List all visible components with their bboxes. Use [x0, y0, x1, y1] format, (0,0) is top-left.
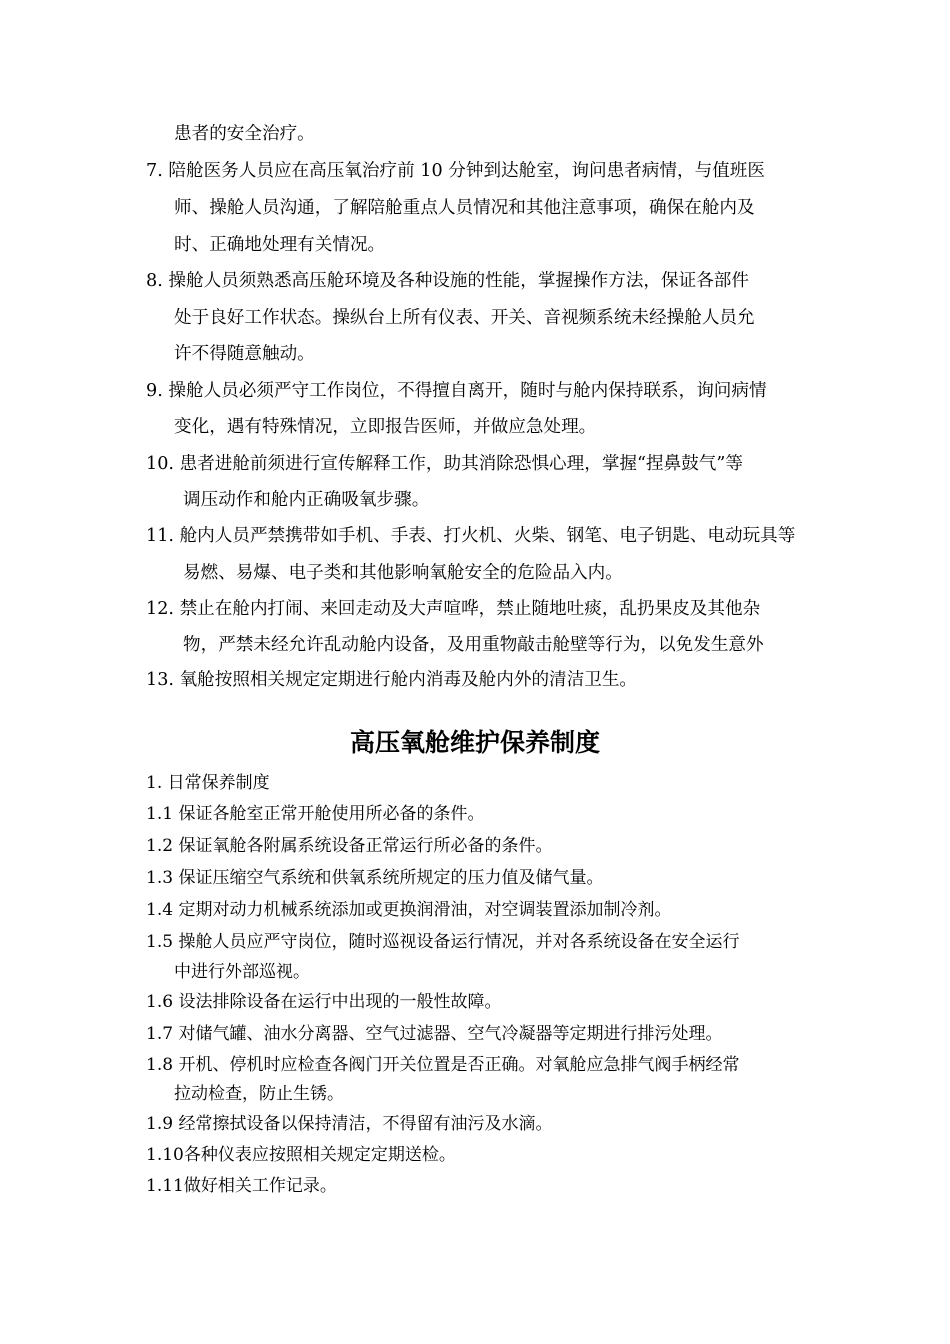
rule-13: 13. 氧舱按照相关规定定期进行舱内消毒及舱内外的清洁卫生。: [146, 670, 638, 690]
rule-6-continuation: 患者的安全治疗。: [174, 124, 315, 144]
rule-7-line-1: 7. 陪舱医务人员应在高压氧治疗前 10 分钟到达舱室，询问患者病情，与值班医: [146, 161, 765, 181]
item-1-2: 1.2 保证氧舱各附属系统设备正常运行所必备的条件。: [146, 836, 553, 856]
item-1-4: 1.4 定期对动力机械系统添加或更换润滑油，对空调装置添加制冷剂。: [146, 900, 672, 920]
item-1-7: 1.7 对储气罐、油水分离器、空气过滤器、空气冷凝器等定期进行排污处理。: [146, 1024, 723, 1044]
rule-8-line-2: 处于良好工作状态。操纵台上所有仪表、开关、音视频系统未经操舱人员允: [174, 308, 755, 328]
rule-9-line-2: 变化，遇有特殊情况，立即报告医师，并做应急处理。: [174, 417, 597, 437]
daily-maintenance-heading: 1. 日常保养制度: [146, 773, 270, 793]
rule-10-line-1: 10. 患者进舱前须进行宣传解释工作，助其消除恐惧心理，掌握“捏鼻鼓气”等: [146, 454, 743, 474]
item-1-6: 1.6 设法排除设备在运行中出现的一般性故障。: [146, 992, 502, 1012]
rule-8-line-1: 8. 操舱人员须熟悉高压舱环境及各种设施的性能，掌握操作方法，保证各部件: [146, 271, 749, 291]
item-1-3: 1.3 保证压缩空气系统和供氧系统所规定的压力值及储气量。: [146, 868, 604, 888]
rule-11-line-2: 易燃、易爆、电子类和其他影响氧舱安全的危险品入内。: [183, 563, 623, 583]
item-1-8-line-2: 拉动检查，防止生锈。: [174, 1084, 344, 1104]
item-1-5-line-1: 1.5 操舱人员应严守岗位，随时巡视设备运行情况，并对各系统设备在安全运行: [146, 932, 740, 952]
rule-7-line-3: 时、正确地处理有关情况。: [174, 235, 386, 255]
item-1-9: 1.9 经常擦拭设备以保持清洁，不得留有油污及水滴。: [146, 1114, 553, 1134]
section-title: 高压氧舱维护保养制度: [349, 728, 600, 757]
rule-7-line-2: 师、操舱人员沟通，了解陪舱重点人员情况和其他注意事项，确保在舱内及: [174, 198, 755, 218]
item-1-5-line-2: 中进行外部巡视。: [174, 962, 310, 982]
rule-11-line-1: 11. 舱内人员严禁携带如手机、手表、打火机、火柴、钢笔、电子钥匙、电动玩具等: [146, 526, 796, 546]
item-1-8-line-1: 1.8 开机、停机时应检查各阀门开关位置是否正确。对氧舱应急排气阀手柄经常: [146, 1055, 740, 1075]
rule-12-line-2: 物，严禁未经允许乱动舱内设备，及用重物敲击舱壁等行为，以免发生意外: [183, 635, 764, 655]
item-1-11: 1.11做好相关工作记录。: [146, 1176, 337, 1196]
rule-10-line-2: 调压动作和舱内正确吸氧步骤。: [183, 490, 430, 510]
item-1-1: 1.1 保证各舱室正常开舱使用所必备的条件。: [146, 804, 485, 824]
item-1-10: 1.10各种仪表应按照相关规定定期送检。: [146, 1145, 456, 1165]
rule-12-line-1: 12. 禁止在舱内打闹、来回走动及大声喧哗，禁止随地吐痰，乱扔果皮及其他杂: [146, 599, 761, 619]
rule-9-line-1: 9. 操舱人员必须严守工作岗位，不得擅自离开，随时与舱内保持联系，询问病情: [146, 381, 767, 401]
rule-8-line-3: 许不得随意触动。: [174, 344, 315, 364]
